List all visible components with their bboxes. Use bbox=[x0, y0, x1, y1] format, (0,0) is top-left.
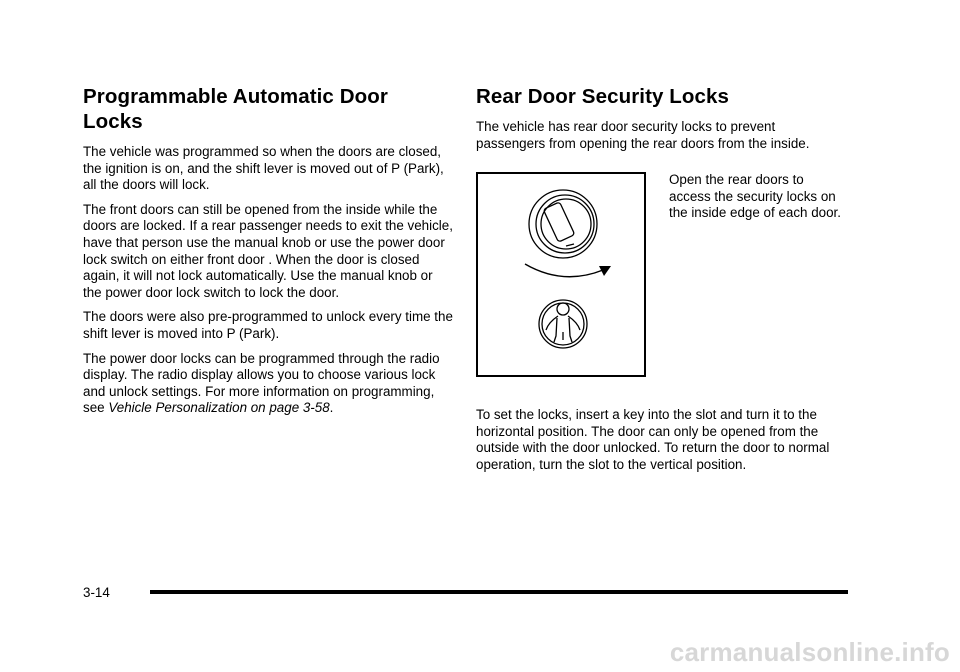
child-symbol-icon bbox=[539, 300, 587, 348]
paragraph: The vehicle has rear door security locks to prevent passengers from opening the rear doors from the inside. bbox=[476, 119, 810, 151]
security-lock-diagram-icon bbox=[478, 174, 644, 375]
paragraph: To set the locks, insert a key into the slot and turn it to the horizontal position. The door can only be opened from the outside with the door unlocked. To return the door to normal operation, turn the slot to the vertical position. bbox=[476, 407, 830, 472]
turn-arrow-icon bbox=[525, 264, 611, 277]
right-column bbox=[476, 84, 846, 160]
security-lock-illustration bbox=[476, 172, 646, 377]
paragraph: The vehicle was programmed so when the doors are closed, the ignition is on, and the shift lever is moved out of P (Park), all the doors will lock. bbox=[83, 144, 444, 193]
paragraph: The front doors can still be opened from the inside while the doors are locked. If a rear passenger needs to exit the vehicle, have that person use the manual knob or use the power door lock switch on either front door . When the door is closed again, it will not lock automatically. Use the manual knob or the power door lock switch to lock the door. bbox=[83, 201, 453, 300]
paragraph-end: . bbox=[329, 400, 334, 416]
left-column bbox=[83, 84, 453, 425]
figure-caption: Open the rear doors to access the security locks on the inside edge of each door. bbox=[669, 172, 841, 221]
paragraph: The doors were also pre-programmed to unlock every time the shift lever is moved into P (Park). bbox=[83, 309, 453, 341]
watermark: carmanualsonline.info bbox=[669, 637, 950, 667]
section-heading-programmable-locks: Programmable Automatic Door Locks bbox=[83, 85, 388, 133]
lock-slot-icon bbox=[529, 190, 597, 258]
page-number: 3-14 bbox=[83, 585, 110, 600]
cross-reference-link[interactable]: Vehicle Personalization on page 3-58 bbox=[108, 400, 330, 416]
paragraph bbox=[83, 351, 453, 417]
footer-rule bbox=[150, 590, 848, 594]
section-heading-rear-door-locks: Rear Door Security Locks bbox=[476, 85, 730, 108]
paragraph-text: The power door locks can be programmed through the radio display. The radio display allows you to choose various lock and unlock settings. For more information on programming, see bbox=[83, 350, 440, 416]
